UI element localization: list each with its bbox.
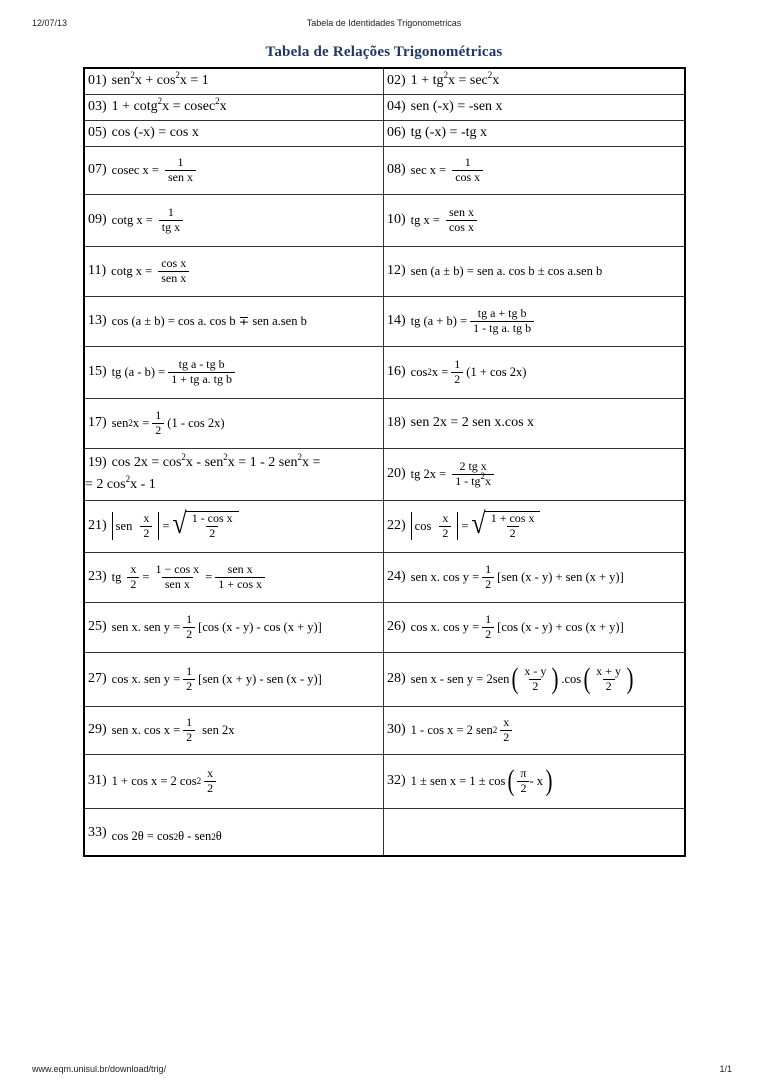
formula: sen (a ± b) = sen a. cos b ± cos a.sen b xyxy=(410,263,603,278)
identity-cell xyxy=(384,246,686,296)
item-number: 09) xyxy=(88,212,107,227)
identity-cell xyxy=(84,194,384,246)
identity-cell xyxy=(84,296,384,346)
table-row xyxy=(84,754,685,808)
print-header-title: Tabela de Identidades Trigonometricas xyxy=(306,18,462,28)
identity-cell xyxy=(384,652,686,706)
item-number: 10) xyxy=(387,212,406,227)
item-number: 31) xyxy=(88,773,107,788)
table-row xyxy=(84,146,685,194)
table-row xyxy=(84,552,685,602)
identity-cell xyxy=(84,808,384,856)
formula: 19) $\cos 2x = \cos^2x - sen^2x = 1 - 2$ sen$^2$x = xyxy=(88,452,321,470)
item-number: 15) xyxy=(88,364,107,379)
formula: 1 + cotg$^2$x = cosec$^2$x xyxy=(111,96,227,114)
table-row xyxy=(84,246,685,296)
formula-continuation: = 2 $\cos^2x - 1$ xyxy=(85,474,156,492)
identity-cell xyxy=(84,602,384,652)
formula: sen 2 x = $\frac{1}{2}$ (1 - cos 2x) xyxy=(111,407,225,437)
item-number: 26) xyxy=(387,619,406,634)
formula: cos (-x) = cos x xyxy=(111,125,199,140)
item-number: 30) xyxy=(387,722,406,737)
item-number: 24) xyxy=(387,569,406,584)
item-number: 06) xyxy=(387,125,406,140)
identity-cell xyxy=(384,194,686,246)
item-number: 33) xyxy=(88,825,107,841)
identity-cell xyxy=(84,754,384,808)
formula: cos 2θ = cos 2 θ - sen 2 θ xyxy=(111,829,222,844)
table-row xyxy=(84,652,685,706)
identity-cell xyxy=(84,346,384,398)
identity-cell xyxy=(384,296,686,346)
table-row xyxy=(84,602,685,652)
formula: sen x. cos y = $\frac{1}{2}$ [sen (x - y) + sen (x + y)] xyxy=(410,561,624,591)
formula: 1 + cos x = 2 cos 2 $\frac{x}{2}$ xyxy=(112,767,219,796)
item-number: 04) xyxy=(387,99,406,114)
identity-cell xyxy=(84,146,384,194)
identity-cell xyxy=(84,500,384,552)
formula: sen x. cos x = $\frac{1}{2}$ sen 2x xyxy=(111,714,235,744)
identity-cell xyxy=(384,500,686,552)
formula: cosec x = $\frac{1}{\text{sen x}}$ xyxy=(112,156,199,185)
identity-cell xyxy=(384,398,686,448)
formula: cotg x = $\frac{1}{\text{tg x}}$ xyxy=(112,206,186,235)
formula: 1 ± sen x = 1 ± cos ( $\frac{\pi}{2}$ - x ) xyxy=(410,764,553,797)
formula: cos x. sen y = $\frac{1}{2}$ [sen (x + y) - sen (x - y)] xyxy=(111,663,322,693)
table-row xyxy=(84,706,685,754)
item-number: 23) xyxy=(88,569,107,584)
formula: sec x = $\frac{1}{\text{cos x}}$ xyxy=(411,156,487,185)
item-number: 19) xyxy=(88,455,107,470)
item-number: 12) xyxy=(387,263,406,278)
identity-cell xyxy=(84,94,384,120)
item-number: 17) xyxy=(88,415,107,430)
item-number: 28) xyxy=(387,671,406,686)
item-number: 21) xyxy=(88,518,107,533)
identity-cell xyxy=(84,652,384,706)
identity-cell xyxy=(384,146,686,194)
formula: tg (a - b) = $\frac{\text{tg a - tg b}}{\text{1 + tg a. tg b}}$ xyxy=(112,358,238,387)
empty-cell xyxy=(384,808,686,856)
item-number: 08) xyxy=(387,162,406,177)
formula: tg (a + b) = $\frac{\text{tg a + tg b}}{\text{1 - tg a. tg b}}$ xyxy=(411,307,537,336)
identity-cell xyxy=(384,552,686,602)
identity-cell xyxy=(384,706,686,754)
formula: $1 + tg^2x = \sec^2x$ xyxy=(410,70,500,89)
formula: sen 2x = 2 sen x.cos x xyxy=(410,415,535,430)
item-number: 18) xyxy=(387,415,406,430)
item-number: 16) xyxy=(387,364,406,379)
identity-cell xyxy=(384,754,686,808)
formula: sen (-x) = -sen x xyxy=(410,99,503,114)
item-number: 01) xyxy=(88,73,107,89)
item-number: 05) xyxy=(88,125,107,140)
formula: tg x = $\frac{\text{sen x}}{\text{cos x}}$ xyxy=(411,206,480,235)
table-row xyxy=(84,398,685,448)
formula: sen $\frac{x}{2}$ = √ $\frac{\text{1 - cos x}}{2}$ xyxy=(112,511,239,541)
table-row xyxy=(84,808,685,856)
formula: $sen^2x + \cos^2x = 1$ xyxy=(111,70,209,89)
formula: tg 2x = $\frac{\text{2 tg x}}{1 - tg^2x}$ xyxy=(411,460,497,489)
table-row xyxy=(84,448,685,500)
identity-cell xyxy=(84,398,384,448)
print-footer-url: www.eqm.unisul.br/download/trig/ xyxy=(32,1064,167,1074)
table-row xyxy=(84,194,685,246)
item-number: 27) xyxy=(88,671,107,686)
identity-cell xyxy=(84,448,384,500)
page-title: Tabela de Relações Trigonométricas xyxy=(265,44,503,60)
item-number: 32) xyxy=(387,773,406,788)
item-number: 14) xyxy=(387,313,406,328)
item-number: 03) xyxy=(88,99,107,114)
formula: sen x - sen y = 2sen ( $\frac{x - y}{2}$ ) .cos ( $\frac{x + y}{2}$ ) xyxy=(410,662,634,695)
identity-cell xyxy=(84,68,384,94)
item-number: 11) xyxy=(88,263,107,278)
table-row xyxy=(84,94,685,120)
formula: cos (a ± b) = cos a. cos b ∓ sen a.sen b xyxy=(111,314,307,328)
formula: tg (-x) = -tg x xyxy=(410,125,487,140)
identities-table xyxy=(83,67,686,857)
table-row xyxy=(84,500,685,552)
identity-cell xyxy=(84,246,384,296)
identity-cell xyxy=(384,68,686,94)
item-number: 29) xyxy=(88,722,107,737)
table-row xyxy=(84,346,685,398)
identity-cell xyxy=(84,552,384,602)
identity-cell xyxy=(84,120,384,146)
formula: 1 - cos x = 2 sen 2 $\frac{x}{2}$ xyxy=(411,716,516,745)
print-date: 12/07/13 xyxy=(32,18,68,28)
identity-cell xyxy=(384,120,686,146)
table-row xyxy=(84,120,685,146)
formula: cos 2 x = $\frac{1}{2}$ (1 + cos 2x) xyxy=(410,356,527,386)
item-number: 13) xyxy=(88,313,107,328)
item-number: 07) xyxy=(88,162,107,177)
identity-cell xyxy=(84,706,384,754)
table-row xyxy=(84,296,685,346)
item-number: 02) xyxy=(387,73,406,89)
table-row xyxy=(84,68,685,94)
item-number: 20) xyxy=(387,466,406,481)
identity-cell xyxy=(384,448,686,500)
identity-cell xyxy=(384,346,686,398)
identity-cell xyxy=(384,602,686,652)
formula: cotg x = $\frac{\text{cos x}}{\text{sen x}}$ xyxy=(111,257,192,286)
item-number: 22) xyxy=(387,518,406,533)
formula: cos $\frac{x}{2}$ = √ $\frac{\text{1 + cos x}}{2}$ xyxy=(411,511,541,541)
item-number: 25) xyxy=(88,619,107,634)
formula: sen x. sen y = $\frac{1}{2}$ [cos (x - y) - cos (x + y)] xyxy=(111,611,322,641)
formula: tg $\frac{x}{2}$ = $\frac{\text{1 − cos x}}{\text{sen x}}$ = $\frac{\text{sen x}}{\text{1 + cos x}}$ xyxy=(112,563,268,592)
identity-cell xyxy=(384,94,686,120)
print-page-number: 1/1 xyxy=(719,1064,732,1074)
formula: cos x. cos y = $\frac{1}{2}$ [cos (x - y) + cos (x + y)] xyxy=(410,611,624,641)
